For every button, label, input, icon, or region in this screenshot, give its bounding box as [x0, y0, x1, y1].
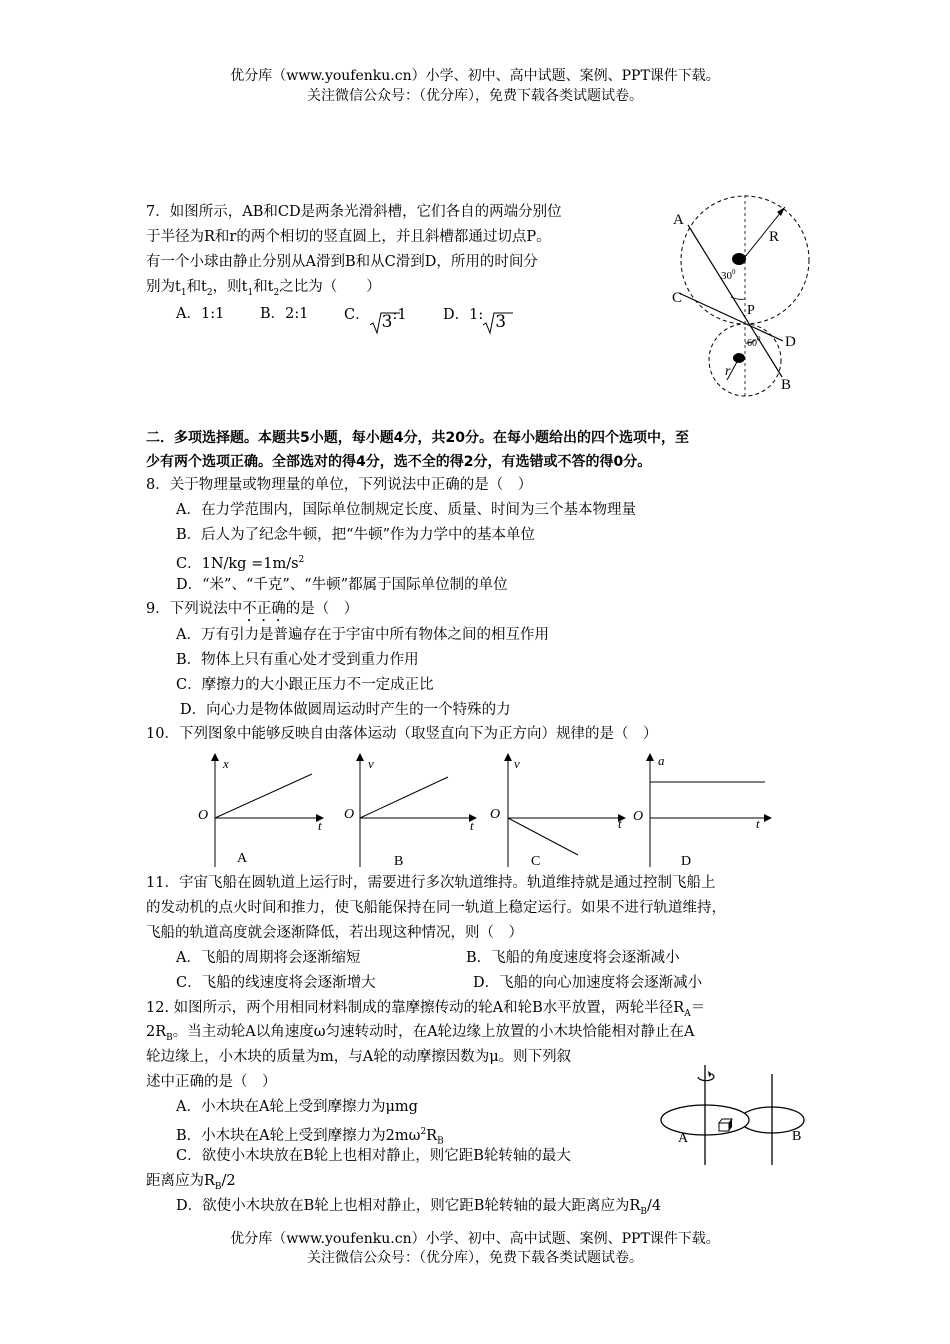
svg-text:B: B	[394, 854, 404, 869]
graph-a	[198, 756, 322, 867]
angle-30: $30^0$	[721, 268, 736, 282]
q11-option-b: B．飞船的角度速度将会逐渐减小	[466, 950, 680, 966]
q11-option-c: C．飞船的线速度将会逐渐增大	[176, 975, 376, 991]
label-big-r: R	[769, 229, 780, 245]
q11-option-d: D．飞船的向心加速度将会逐渐减小	[473, 975, 703, 991]
q7-line-4: 别为$t_1$和$t_2$，则$t_1$和$t_2$之比为（ ）	[146, 279, 381, 298]
svg-text:t: t	[470, 818, 474, 833]
footer-line-2: 关注微信公众号：（优分库），免费下载各类试题试卷。	[307, 1250, 643, 1266]
q7-line-1: 7．如图所示，AB和CD是两条光滑斜槽，它们各自的两端分别位	[146, 204, 562, 220]
svg-text:x: x	[223, 756, 229, 771]
q7-option-a: A．1:1	[176, 306, 225, 322]
svg-text:D: D	[681, 854, 692, 869]
label-a: A	[673, 212, 684, 228]
q8-option-a: A．在力学范围内，国际单位制规定长度、质量、时间为三个基本物理量	[176, 502, 636, 518]
q11-option-a: A．飞船的周期将会逐渐缩短	[176, 950, 361, 966]
q8-option-c: C．$1N/kg =1m/s^2$	[176, 555, 305, 572]
section2-line-1: 二．多项选择题。本题共5小题，每小题4分，共20分。在每小题给出的四个选项中，至	[146, 430, 689, 446]
label-b: B	[781, 377, 792, 393]
q7-option-b: B．2:1	[260, 306, 309, 322]
svg-text:v: v	[368, 756, 374, 771]
section2-line-2: 少有两个选项正确。全部选对的得4分，选不全的得2分，有选错或不答的得0分。	[146, 454, 652, 470]
svg-text:O: O	[198, 808, 209, 823]
graph-b	[344, 756, 474, 869]
wheel-a-label: A	[678, 1131, 689, 1146]
header-line-2: 关注微信公众号：（优分库），免费下载各类试题试卷。	[307, 88, 643, 104]
q12-option-c-line-1: C．欲使小木块放在B轮上也相对静止，则它距B轮转轴的最大	[176, 1148, 571, 1164]
q9-option-d: D．向心力是物体做圆周运动时产生的一个特殊的力	[180, 702, 511, 718]
q12-option-c-line-2: 距离应为$R_B/2$	[146, 1173, 236, 1192]
q9-option-a: A．万有引力是普遍存在于宇宙中所有物体之间的相互作用	[176, 627, 549, 643]
angle-60: $60^0$	[747, 335, 761, 349]
q11-line-3: 飞船的轨道高度就会逐渐降低，若出现这种情况，则（ ）	[146, 925, 523, 941]
q12-option-a: A．小木块在A轮上受到摩擦力为μmg	[176, 1099, 418, 1115]
q7-line-3: 有一个小球由静止分别从A滑到B和从C滑到D，所用的时间分	[146, 254, 538, 270]
q8-stem: 8．关于物理量或物理量的单位，下列说法中正确的是（ ）	[146, 477, 533, 493]
svg-text:t: t	[756, 816, 760, 831]
label-p: P	[747, 303, 755, 318]
svg-text:C: C	[531, 854, 541, 869]
svg-text:O: O	[344, 807, 355, 822]
q8-option-d: D．“米”、“千克”、“牛顿”都属于国际单位制的单位	[176, 577, 508, 593]
ball-lower	[733, 353, 745, 363]
q11-line-1: 11．宇宙飞船在圆轨道上运行时，需要进行多次轨道维持。轨道维持就是通过控制飞船上	[146, 875, 716, 891]
svg-text:t: t	[318, 818, 322, 833]
q12-line-3: 轮边缘上，小木块的质量为m，与A轮的动摩擦因数为μ。则下列叙	[146, 1049, 572, 1065]
svg-text:O: O	[633, 809, 644, 824]
q7-option-d: D．1: 3	[443, 304, 506, 325]
header-line-1: 优分库（www.youfenku.cn）小学、初中、高中试题、案例、PPT课件下载。	[230, 68, 720, 84]
q12-option-b: B．小木块在A轮上受到摩擦力为$2m\omega^2R_B$	[176, 1127, 444, 1147]
svg-text:a: a	[658, 753, 665, 768]
q12-line-2: $2R_B$。当主动轮A以角速度ω匀速转动时，在A轮边缘上放置的小木块恰能相对静止在A	[146, 1024, 695, 1043]
q10-graphs	[190, 752, 790, 872]
q9-stem: 9．下列说法中不正确的是（ ）	[146, 601, 359, 617]
svg-text:A: A	[237, 851, 248, 866]
q7-option-c: C． 3:1	[344, 307, 407, 332]
label-small-r: r	[725, 364, 731, 379]
q12-wheels-figure	[660, 1060, 810, 1170]
label-c: C	[672, 290, 683, 306]
q12-option-d: D．欲使小木块放在B轮上也相对静止，则它距B轮转轴的最大距离应为$R_B/4$	[176, 1198, 662, 1217]
q9-option-b: B．物体上只有重心处才受到重力作用	[176, 652, 419, 668]
q12-line-1: 12. 如图所示，两个用相同材料制成的靠摩擦传动的轮A和轮B水平放置，两轮半径$R_A=$	[146, 1000, 706, 1019]
graph-d	[633, 753, 768, 869]
wood-block	[719, 1119, 732, 1131]
sqrt-symbol: 3	[370, 312, 393, 333]
label-d: D	[785, 334, 796, 350]
sqrt-symbol: 3	[483, 312, 506, 333]
footer-line-1: 优分库（www.youfenku.cn）小学、初中、高中试题、案例、PPT课件下载。	[230, 1231, 720, 1247]
wheel-b-label: B	[792, 1129, 802, 1144]
q11-line-2: 的发动机的点火时间和推力，使飞船能保持在同一轨道上稳定运行。如果不进行轨道维持，	[146, 900, 726, 916]
svg-text:t: t	[618, 816, 622, 831]
q9-option-c: C．摩擦力的大小跟正压力不一定成正比	[176, 677, 434, 693]
q12-line-4: 述中正确的是（ ）	[146, 1074, 277, 1090]
svg-text:v: v	[514, 756, 520, 771]
q7-line-2: 于半径为R和r的两个相切的竖直圆上，并且斜槽都通过切点P。	[146, 229, 551, 245]
q7-circles-figure	[665, 195, 810, 400]
graph-c	[490, 756, 622, 869]
ball-upper	[732, 253, 746, 265]
q10-stem: 10．下列图象中能够反映自由落体运动（取竖直向下为正方向）规律的是（ ）	[146, 726, 658, 742]
q8-option-b: B．后人为了纪念牛顿，把“牛顿”作为力学中的基本单位	[176, 527, 535, 543]
svg-text:O: O	[490, 807, 501, 822]
